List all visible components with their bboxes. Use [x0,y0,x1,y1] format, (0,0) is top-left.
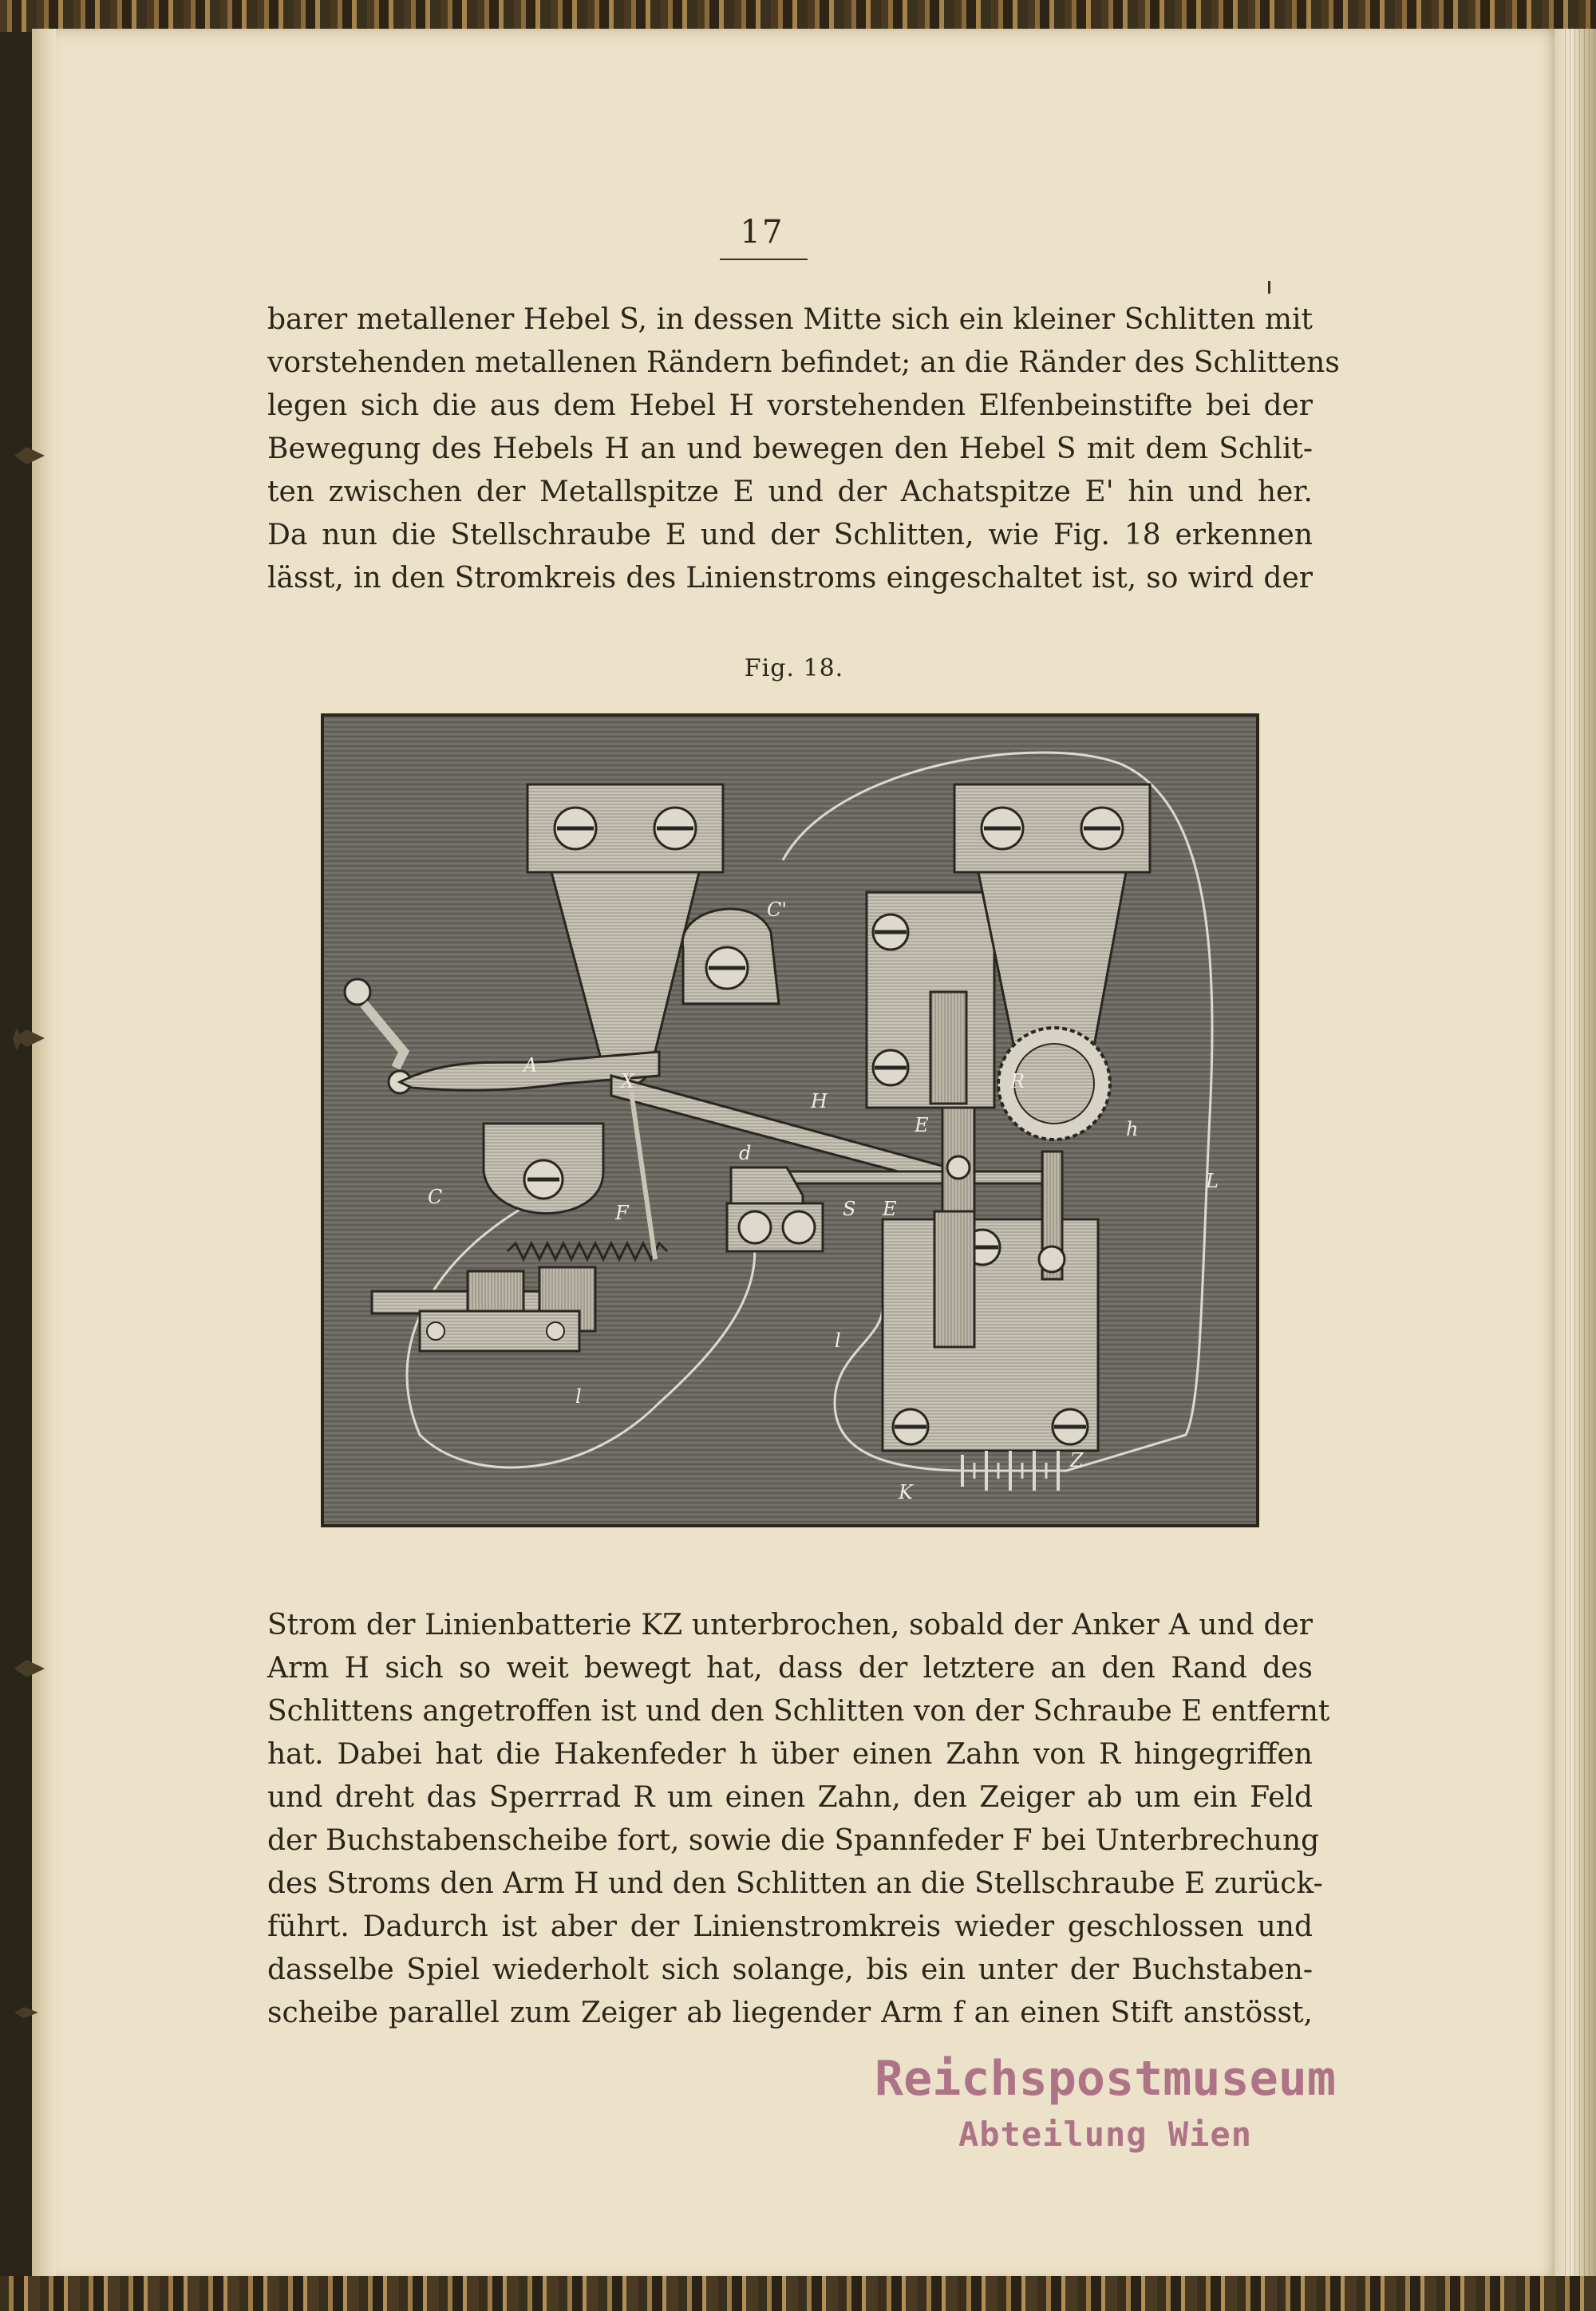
paragraph-bottom [267,1604,1330,2035]
label-S: S [843,1198,856,1220]
label-E-lower: E [883,1198,897,1220]
text-line: Arm H sich so weit bewegt hat, dass der letztere an den Rand des [267,1652,1313,1685]
text-line: und dreht das Sperrrad R um einen Zahn, den Zeiger ab um ein Feld [267,1781,1313,1814]
text-line: lässt, in den Stromkreis des Linienstroms eingeschaltet ist, so wird der [267,562,1313,595]
page-number: 17 [740,214,784,251]
text-line: hat. Dabei hat die Hakenfeder h über einen Zahn von R hingegriffen [267,1738,1313,1771]
text-line: dasselbe Spiel wiederholt sich solange, bis ein unter der Buchstaben- [267,1953,1313,1986]
label-d: d [739,1142,752,1164]
text-line: legen sich die aus dem Hebel H vorstehenden Elfenbeinstifte bei der [267,389,1313,422]
text-line: ten zwischen der Metallspitze E und der Achatspitze E' hin und her. [267,476,1313,508]
label-C: C [428,1186,443,1208]
page-gutter [32,29,56,2281]
label-l-left: l [575,1385,582,1408]
label-l-right: l [835,1329,841,1352]
book-binding-bottom [0,2276,1596,2311]
label-h: h [1126,1118,1139,1140]
label-F: F [615,1202,629,1224]
text-line: der Buchstabenscheibe fort, sowie die Spannfeder F bei Unterbrechung [267,1824,1320,1857]
page-number-rule [720,259,808,260]
label-L: L [1206,1170,1219,1192]
figure-caption: Fig. 18. [744,654,844,682]
label-K: K [899,1481,913,1503]
label-X: X [621,1070,635,1092]
text-line: barer metallener Hebel S, in dessen Mitte sich ein kleiner Schlitten mit [267,303,1313,336]
text-line: des Stroms den Arm H und den Schlitten an die Stellschraube E zurück- [267,1867,1323,1900]
ink-mark [1268,281,1270,294]
text-line: scheibe parallel zum Zeiger ab liegender Arm f an einen Stift anstösst, [267,1997,1313,2029]
museum-stamp-line1: Reichspostmuseum [875,2051,1336,2107]
text-line: Strom der Linienbatterie KZ unterbrochen, sobald der Anker A und der [267,1609,1313,1641]
label-C-prime: C' [767,899,787,921]
telegraph-mechanism-drawing [324,717,1256,1524]
book-binding-top [0,0,1596,32]
museum-stamp-line2: Abteilung Wien [958,2115,1252,2154]
text-line: vorstehenden metallenen Rändern befindet; an die Ränder des Schlittens [267,346,1340,379]
label-E-upper: E [915,1114,929,1136]
paragraph-top [267,298,1340,600]
text-line: Da nun die Stellschraube E und der Schlitten, wie Fig. 18 erkennen [267,519,1313,551]
text-line: führt. Dadurch ist aber der Linienstromkreis wieder geschlossen und [267,1910,1313,1943]
label-A: A [523,1054,538,1076]
label-H: H [811,1090,828,1112]
page-edge-lines [1561,29,1596,2281]
text-line: Bewegung des Hebels H an und bewegen den Hebel S mit dem Schlit- [267,433,1313,465]
label-R: R [1010,1070,1025,1092]
binding-stitch [13,1028,22,1050]
text-line: Schlittens angetroffen ist und den Schlitten von der Schraube E entfernt [267,1695,1330,1728]
figure-18-engraving [321,713,1259,1527]
label-Z: Z [1070,1449,1084,1472]
